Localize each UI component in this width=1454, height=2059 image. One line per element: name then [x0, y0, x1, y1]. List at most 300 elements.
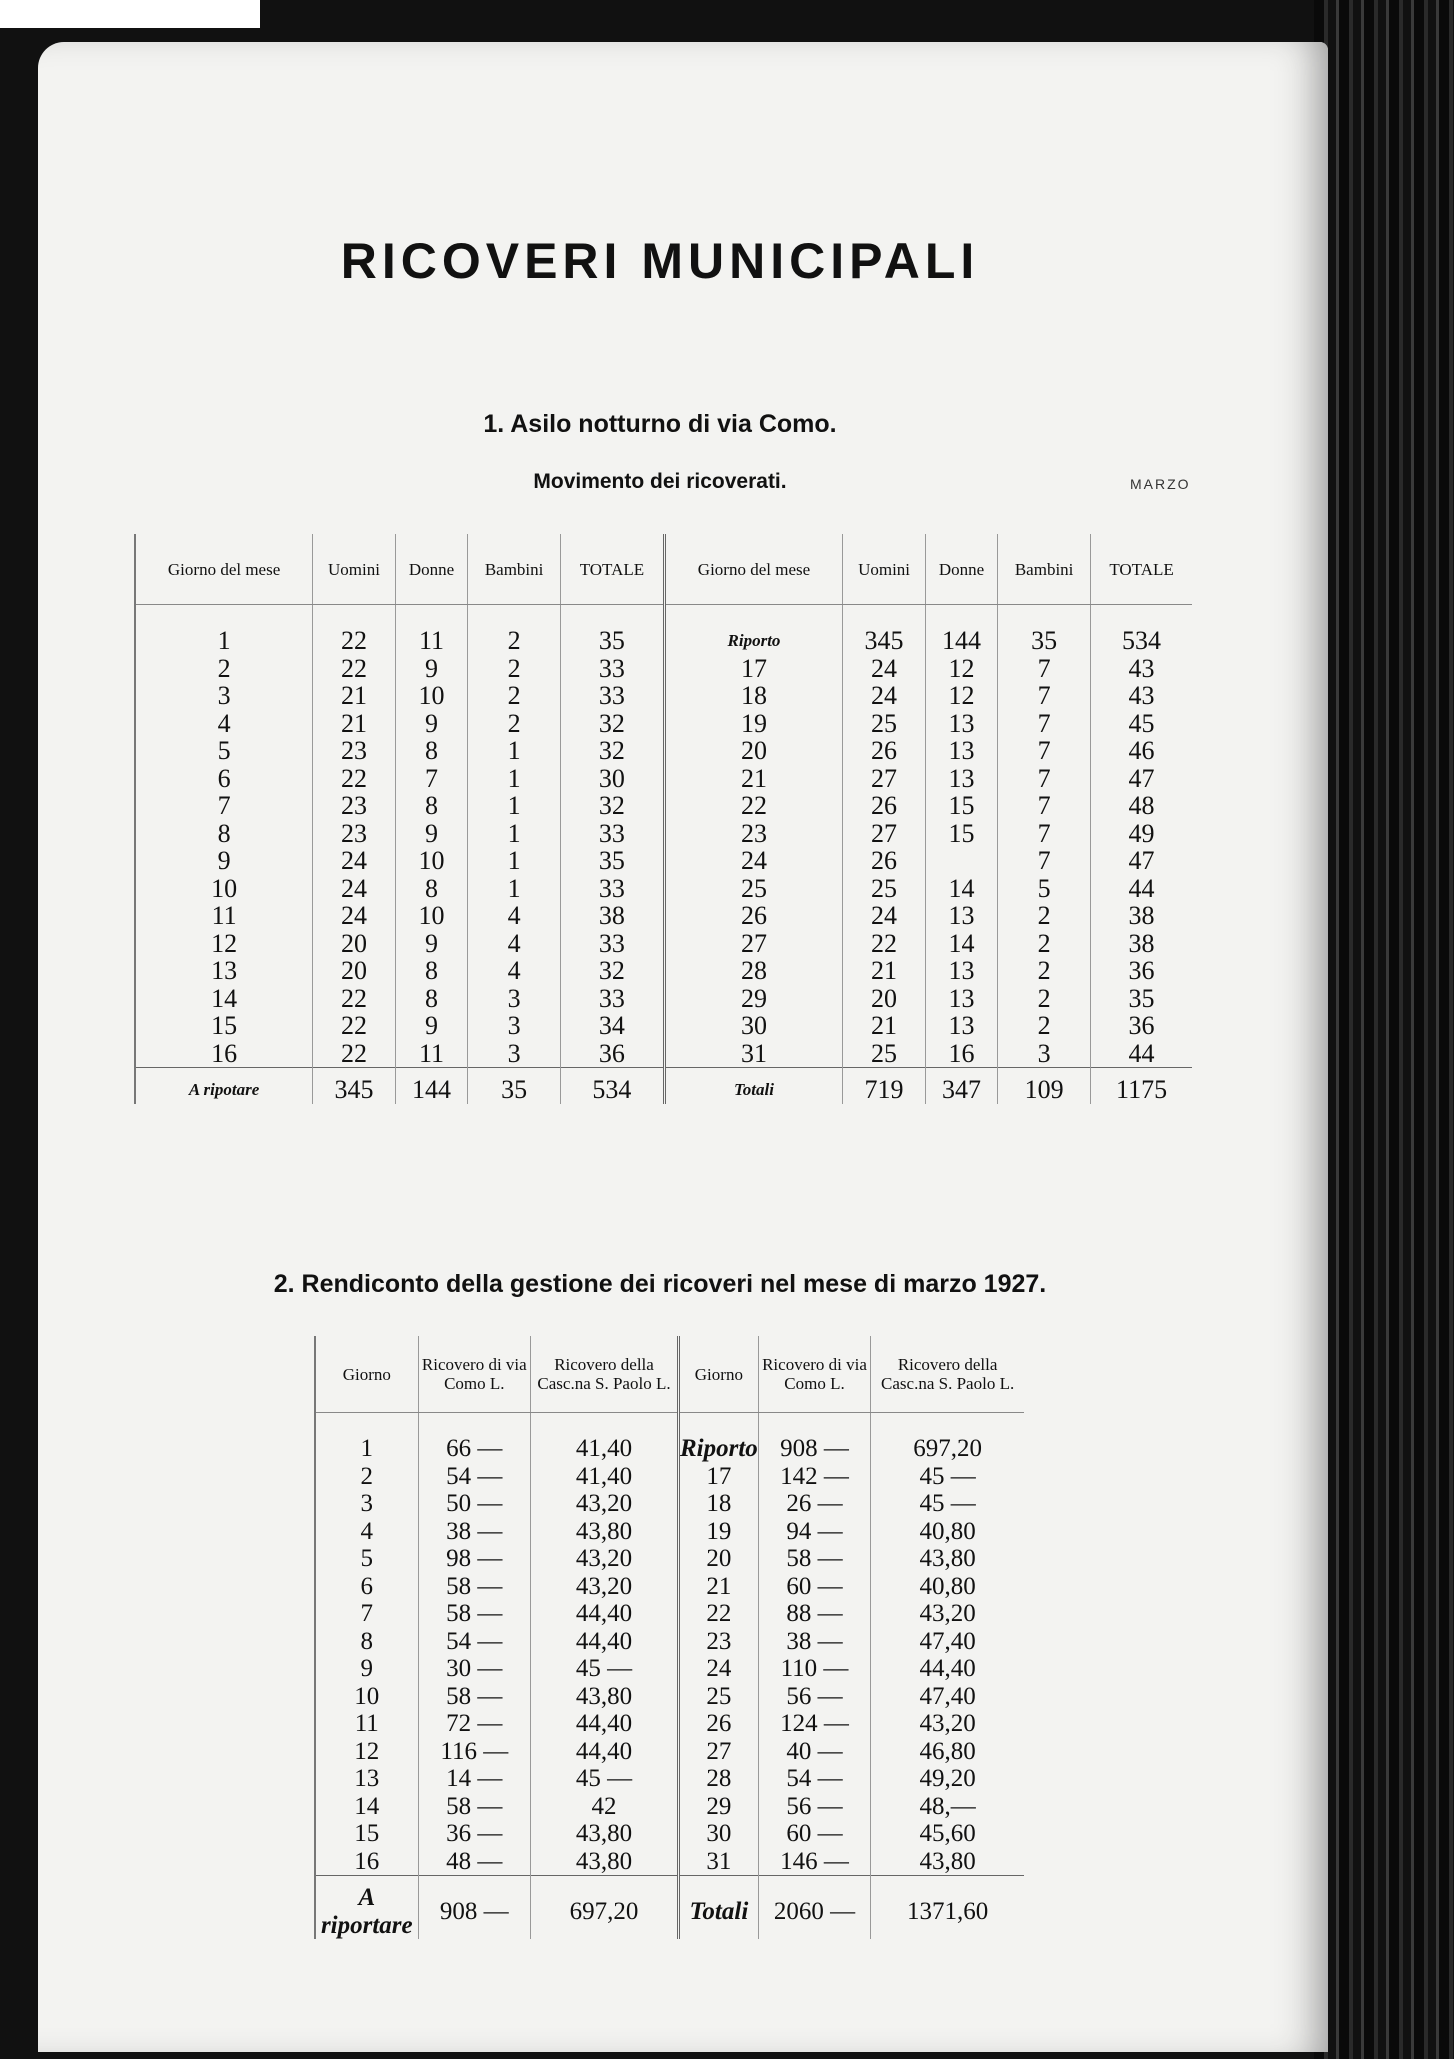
- table-cell: 33: [561, 985, 665, 1013]
- table-cell: 38: [561, 902, 665, 930]
- table-cell: 94 —: [758, 1518, 870, 1546]
- table-cell: Totali: [664, 1068, 842, 1104]
- table-cell: 29: [678, 1793, 758, 1821]
- table-cell: 7: [998, 710, 1091, 738]
- totals-row: [315, 1876, 1024, 1940]
- table-cell: 32: [561, 957, 665, 985]
- table-cell: 8: [315, 1628, 418, 1656]
- table-cell: 40,80: [871, 1518, 1024, 1546]
- table-cell: 72 —: [418, 1710, 530, 1738]
- table-cell: 26: [843, 847, 926, 875]
- table-cell: 2: [998, 957, 1091, 985]
- table-cell: 10: [395, 682, 467, 710]
- table-cell: 23: [664, 820, 842, 848]
- table-cell: 43: [1091, 682, 1192, 710]
- table-row: [315, 1518, 1024, 1546]
- table-cell: 9: [135, 847, 313, 875]
- table-cell: 23: [313, 820, 396, 848]
- table-cell: 13: [925, 985, 997, 1013]
- table-row: [315, 1655, 1024, 1683]
- table-cell: 56 —: [758, 1683, 870, 1711]
- table-cell: 534: [561, 1068, 665, 1104]
- table-cell: 41,40: [531, 1463, 679, 1491]
- table-cell: 4: [468, 930, 561, 958]
- table-cell: 3: [315, 1490, 418, 1518]
- table-cell: 33: [561, 682, 665, 710]
- table-cell: 31: [678, 1848, 758, 1876]
- table-cell: 45 —: [871, 1490, 1024, 1518]
- table-row: [315, 1738, 1024, 1766]
- table-cell: 42: [531, 1793, 679, 1821]
- table-cell: 58 —: [418, 1683, 530, 1711]
- table-cell: 45,60: [871, 1820, 1024, 1848]
- table-cell: 14: [925, 930, 997, 958]
- table-cell: A riportare: [315, 1876, 418, 1940]
- table-cell: 47: [1091, 847, 1192, 875]
- table-cell: 30: [678, 1820, 758, 1848]
- book-spine: [1314, 0, 1454, 2059]
- table-cell: 8: [395, 875, 467, 903]
- table-cell: 697,20: [531, 1876, 679, 1940]
- table-cell: 19: [678, 1518, 758, 1546]
- table-cell: 22: [313, 1040, 396, 1068]
- table-row: [135, 1012, 1192, 1040]
- table-cell: 1: [315, 1435, 418, 1463]
- table-cell: 22: [313, 1012, 396, 1040]
- table-row: [315, 1683, 1024, 1711]
- table-cell: 1: [468, 765, 561, 793]
- table-cell: 144: [395, 1068, 467, 1104]
- table-cell: 1: [468, 820, 561, 848]
- table-cell: 2: [998, 902, 1091, 930]
- table-cell: 4: [135, 710, 313, 738]
- table-cell: 38: [1091, 902, 1192, 930]
- table-cell: 5: [135, 737, 313, 765]
- column-header: Bambini: [468, 534, 561, 605]
- table-row: [135, 737, 1192, 765]
- table-cell: 12: [925, 682, 997, 710]
- table-cell: 24: [313, 875, 396, 903]
- table-row: [315, 1463, 1024, 1491]
- column-header: Bambini: [998, 534, 1091, 605]
- table-cell: 2: [315, 1463, 418, 1491]
- table-cell: 16: [925, 1040, 997, 1068]
- month-label: MARZO: [1130, 476, 1191, 492]
- table-row: [315, 1793, 1024, 1821]
- table-cell: 347: [925, 1068, 997, 1104]
- section1-subheading: Movimento dei ricoverati.: [533, 470, 787, 493]
- table-cell: 16: [315, 1848, 418, 1876]
- table-cell: 110 —: [758, 1655, 870, 1683]
- table-cell: 7: [998, 682, 1091, 710]
- table-row: [315, 1600, 1024, 1628]
- table-cell: 21: [843, 957, 926, 985]
- table-cell: 146 —: [758, 1848, 870, 1876]
- table-cell: 11: [315, 1710, 418, 1738]
- table-cell: 44: [1091, 1040, 1192, 1068]
- table-row: [315, 1573, 1024, 1601]
- table-cell: 44,40: [531, 1600, 679, 1628]
- section1-heading: 1. Asilo notturno di via Como.: [483, 410, 837, 438]
- table-row: [135, 985, 1192, 1013]
- table-cell: 2: [998, 985, 1091, 1013]
- column-header: Giorno del mese: [664, 534, 842, 605]
- table-cell: 45 —: [871, 1463, 1024, 1491]
- table-cell: 33: [561, 930, 665, 958]
- table-cell: 3: [468, 1012, 561, 1040]
- table-cell: 30: [561, 765, 665, 793]
- table-row: [135, 847, 1192, 875]
- table-cell: 4: [315, 1518, 418, 1546]
- table-cell: 10: [135, 875, 313, 903]
- column-header: Uomini: [313, 534, 396, 605]
- table-cell: 12: [135, 930, 313, 958]
- table-cell: 11: [395, 627, 467, 655]
- table-cell: 345: [843, 627, 926, 655]
- table-cell: 1: [468, 737, 561, 765]
- table-cell: 58 —: [418, 1600, 530, 1628]
- table-cell: 15: [925, 820, 997, 848]
- column-header: TOTALE: [561, 534, 665, 605]
- table-cell: 14: [135, 985, 313, 1013]
- table-cell: Totali: [678, 1876, 758, 1940]
- table-cell: 142 —: [758, 1463, 870, 1491]
- table-cell: 22: [313, 765, 396, 793]
- table-row: [135, 682, 1192, 710]
- table-cell: 43,20: [531, 1490, 679, 1518]
- table-cell: 43,20: [871, 1710, 1024, 1738]
- totals-row: [135, 1068, 1192, 1104]
- table-row: [315, 1710, 1024, 1738]
- table-cell: 41,40: [531, 1435, 679, 1463]
- table-row: [135, 875, 1192, 903]
- table-cell: 44,40: [531, 1628, 679, 1656]
- table-cell: 5: [998, 875, 1091, 903]
- table-row: [315, 1848, 1024, 1876]
- table-cell: 24: [843, 902, 926, 930]
- table-row: [135, 902, 1192, 930]
- table-cell: 43: [1091, 655, 1192, 683]
- table-cell: 13: [925, 1012, 997, 1040]
- table-cell: 43,80: [871, 1545, 1024, 1573]
- table-cell: 22: [678, 1600, 758, 1628]
- table-cell: 1: [468, 875, 561, 903]
- shelter-accounts-table: [314, 1336, 1024, 1939]
- column-header: Giorno: [678, 1336, 758, 1413]
- table-cell: 35: [998, 627, 1091, 655]
- table-cell: 8: [395, 792, 467, 820]
- table-cell: 15: [135, 1012, 313, 1040]
- table-cell: 44,40: [871, 1655, 1024, 1683]
- table-cell: 47: [1091, 765, 1192, 793]
- table-cell: Riporto: [664, 627, 842, 655]
- table-cell: 43,20: [531, 1545, 679, 1573]
- table-cell: 2: [135, 655, 313, 683]
- column-header: Giorno: [315, 1336, 418, 1413]
- table-cell: 30: [664, 1012, 842, 1040]
- table-cell: 22: [313, 627, 396, 655]
- table-cell: 534: [1091, 627, 1192, 655]
- table-cell: 21: [843, 1012, 926, 1040]
- table-cell: 13: [925, 957, 997, 985]
- table-cell: 3: [135, 682, 313, 710]
- table-cell: 58 —: [418, 1793, 530, 1821]
- column-header: Ricovero di via Como L.: [418, 1336, 530, 1413]
- table-cell: 9: [395, 1012, 467, 1040]
- table-cell: 33: [561, 655, 665, 683]
- table-row: [315, 1545, 1024, 1573]
- table-cell: 8: [135, 820, 313, 848]
- table-cell: A ripotare: [135, 1068, 313, 1104]
- table-row: [135, 792, 1192, 820]
- shelter-movement-table: [134, 534, 1192, 1104]
- table-cell: 8: [395, 985, 467, 1013]
- table-cell: 21: [313, 682, 396, 710]
- table-cell: 13: [925, 902, 997, 930]
- table-cell: 20: [678, 1545, 758, 1573]
- table-cell: 23: [313, 792, 396, 820]
- table-cell: 9: [395, 655, 467, 683]
- table-cell: 36: [561, 1040, 665, 1068]
- table-cell: 2: [468, 710, 561, 738]
- table-cell: 9: [395, 710, 467, 738]
- table-cell: 26: [843, 792, 926, 820]
- table-cell: 7: [315, 1600, 418, 1628]
- table-cell: 60 —: [758, 1573, 870, 1601]
- table-cell: 31: [664, 1040, 842, 1068]
- table-cell: 24: [843, 682, 926, 710]
- table-cell: 17: [664, 655, 842, 683]
- table-cell: 22: [313, 985, 396, 1013]
- table-cell: 25: [664, 875, 842, 903]
- table-cell: 144: [925, 627, 997, 655]
- table-cell: 32: [561, 710, 665, 738]
- table-cell: 7: [998, 765, 1091, 793]
- table-cell: 7: [998, 737, 1091, 765]
- table-cell: 24: [313, 847, 396, 875]
- table-cell: 14: [925, 875, 997, 903]
- section2-heading: 2. Rendiconto della gestione dei ricoveri nel mese di marzo 1927.: [273, 1270, 1047, 1298]
- table-row: [315, 1820, 1024, 1848]
- table-cell: [925, 847, 997, 875]
- table-cell: 697,20: [871, 1435, 1024, 1463]
- scan-edge: [0, 0, 260, 28]
- table-cell: 9: [395, 930, 467, 958]
- column-header: Ricovero della Casc.na S. Paolo L.: [531, 1336, 679, 1413]
- table-cell: 7: [998, 792, 1091, 820]
- table-cell: 48: [1091, 792, 1192, 820]
- table-cell: 44,40: [531, 1710, 679, 1738]
- table-cell: 22: [664, 792, 842, 820]
- table-cell: 345: [313, 1068, 396, 1104]
- table-cell: 32: [561, 737, 665, 765]
- page-title: RICOVERI MUNICIPALI: [340, 233, 980, 289]
- table-cell: 8: [395, 957, 467, 985]
- table-cell: 1371,60: [871, 1876, 1024, 1940]
- table-cell: 29: [664, 985, 842, 1013]
- table-cell: 2: [998, 930, 1091, 958]
- table-cell: 43,20: [531, 1573, 679, 1601]
- table-cell: 56 —: [758, 1793, 870, 1821]
- table-cell: 25: [843, 1040, 926, 1068]
- table-cell: 36: [1091, 1012, 1192, 1040]
- table-cell: 98 —: [418, 1545, 530, 1573]
- table-cell: 58 —: [418, 1573, 530, 1601]
- table-cell: 54 —: [418, 1628, 530, 1656]
- table-cell: 18: [664, 682, 842, 710]
- table-cell: 43,80: [531, 1820, 679, 1848]
- table-cell: 54 —: [758, 1765, 870, 1793]
- table-cell: 27: [664, 930, 842, 958]
- table-cell: 2060 —: [758, 1876, 870, 1940]
- table-cell: 23: [678, 1628, 758, 1656]
- table-cell: 6: [135, 765, 313, 793]
- table-cell: 66 —: [418, 1435, 530, 1463]
- table-cell: 3: [998, 1040, 1091, 1068]
- column-header: Donne: [925, 534, 997, 605]
- table-cell: 10: [395, 902, 467, 930]
- table-cell: 21: [678, 1573, 758, 1601]
- table-row: [135, 957, 1192, 985]
- table-cell: 2: [468, 682, 561, 710]
- table-cell: 28: [678, 1765, 758, 1793]
- table-cell: 2: [468, 627, 561, 655]
- table-cell: 9: [395, 820, 467, 848]
- table-row: [315, 1435, 1024, 1463]
- table-cell: 36 —: [418, 1820, 530, 1848]
- column-header: Ricovero di via Como L.: [758, 1336, 870, 1413]
- table-cell: 38: [1091, 930, 1192, 958]
- table-cell: 27: [843, 765, 926, 793]
- table-row: [135, 765, 1192, 793]
- table-cell: 12: [315, 1738, 418, 1766]
- table-cell: 22: [843, 930, 926, 958]
- table-cell: 13: [135, 957, 313, 985]
- table-cell: 46: [1091, 737, 1192, 765]
- table-cell: 1: [135, 627, 313, 655]
- table-cell: 908 —: [418, 1876, 530, 1940]
- table-cell: 22: [313, 655, 396, 683]
- table-cell: 88 —: [758, 1600, 870, 1628]
- table-cell: 4: [468, 902, 561, 930]
- table-cell: 27: [678, 1738, 758, 1766]
- table-row: [315, 1490, 1024, 1518]
- table-cell: 43,20: [871, 1600, 1024, 1628]
- table-cell: 26: [664, 902, 842, 930]
- table-cell: 2: [468, 655, 561, 683]
- table-cell: 44,40: [531, 1738, 679, 1766]
- table-cell: 47,40: [871, 1628, 1024, 1656]
- table-cell: 20: [313, 957, 396, 985]
- table-cell: 116 —: [418, 1738, 530, 1766]
- table-cell: 1: [468, 792, 561, 820]
- table-cell: 44: [1091, 875, 1192, 903]
- table-cell: 1175: [1091, 1068, 1192, 1104]
- table-row: [135, 820, 1192, 848]
- column-header: Uomini: [843, 534, 926, 605]
- table-cell: 30 —: [418, 1655, 530, 1683]
- table-cell: 15: [315, 1820, 418, 1848]
- table-cell: 7: [998, 847, 1091, 875]
- table-cell: 109: [998, 1068, 1091, 1104]
- table-row: [135, 655, 1192, 683]
- table-cell: 21: [313, 710, 396, 738]
- table-row: [135, 627, 1192, 655]
- table-cell: 38 —: [758, 1628, 870, 1656]
- table-cell: 25: [678, 1683, 758, 1711]
- table-cell: 23: [313, 737, 396, 765]
- table-cell: 48,—: [871, 1793, 1024, 1821]
- table-cell: 35: [1091, 985, 1192, 1013]
- table-cell: 20: [313, 930, 396, 958]
- table-cell: 20: [664, 737, 842, 765]
- table-cell: 47,40: [871, 1683, 1024, 1711]
- table-cell: 36: [1091, 957, 1192, 985]
- table-cell: 26: [843, 737, 926, 765]
- table-cell: 25: [843, 875, 926, 903]
- table-cell: 28: [664, 957, 842, 985]
- table-cell: 11: [135, 902, 313, 930]
- table-cell: 11: [395, 1040, 467, 1068]
- table-cell: 49,20: [871, 1765, 1024, 1793]
- table-cell: 35: [561, 847, 665, 875]
- table-cell: 10: [395, 847, 467, 875]
- table-cell: 34: [561, 1012, 665, 1040]
- table-cell: 24: [664, 847, 842, 875]
- table-cell: 17: [678, 1463, 758, 1491]
- table-cell: 24: [843, 655, 926, 683]
- table-cell: 21: [664, 765, 842, 793]
- table-cell: 7: [395, 765, 467, 793]
- table-row: [135, 930, 1192, 958]
- table-cell: 26 —: [758, 1490, 870, 1518]
- table-cell: 13: [925, 710, 997, 738]
- table-cell: 6: [315, 1573, 418, 1601]
- table-row: [135, 1040, 1192, 1068]
- table-cell: 33: [561, 820, 665, 848]
- table-cell: 60 —: [758, 1820, 870, 1848]
- table-cell: 24: [313, 902, 396, 930]
- table-cell: 25: [843, 710, 926, 738]
- table-cell: 18: [678, 1490, 758, 1518]
- table-cell: 38 —: [418, 1518, 530, 1546]
- table-cell: 4: [468, 957, 561, 985]
- table-cell: 32: [561, 792, 665, 820]
- table-cell: 719: [843, 1068, 926, 1104]
- table-cell: 45: [1091, 710, 1192, 738]
- column-header: Donne: [395, 534, 467, 605]
- table-cell: 7: [135, 792, 313, 820]
- table-cell: 45 —: [531, 1655, 679, 1683]
- table-cell: 26: [678, 1710, 758, 1738]
- table-cell: 40 —: [758, 1738, 870, 1766]
- table-row: [135, 710, 1192, 738]
- table-cell: 50 —: [418, 1490, 530, 1518]
- table-cell: 43,80: [871, 1848, 1024, 1876]
- table-cell: 13: [315, 1765, 418, 1793]
- table-cell: 2: [998, 1012, 1091, 1040]
- column-header: Ricovero della Casc.na S. Paolo L.: [871, 1336, 1024, 1413]
- table-row: [315, 1765, 1024, 1793]
- table-cell: 14 —: [418, 1765, 530, 1793]
- table-cell: Riporto: [679, 1435, 758, 1462]
- table-cell: 54 —: [418, 1463, 530, 1491]
- table-cell: 908 —: [758, 1435, 870, 1463]
- table-cell: 10: [315, 1683, 418, 1711]
- table-cell: 35: [468, 1068, 561, 1104]
- table-cell: 12: [925, 655, 997, 683]
- table-cell: 15: [925, 792, 997, 820]
